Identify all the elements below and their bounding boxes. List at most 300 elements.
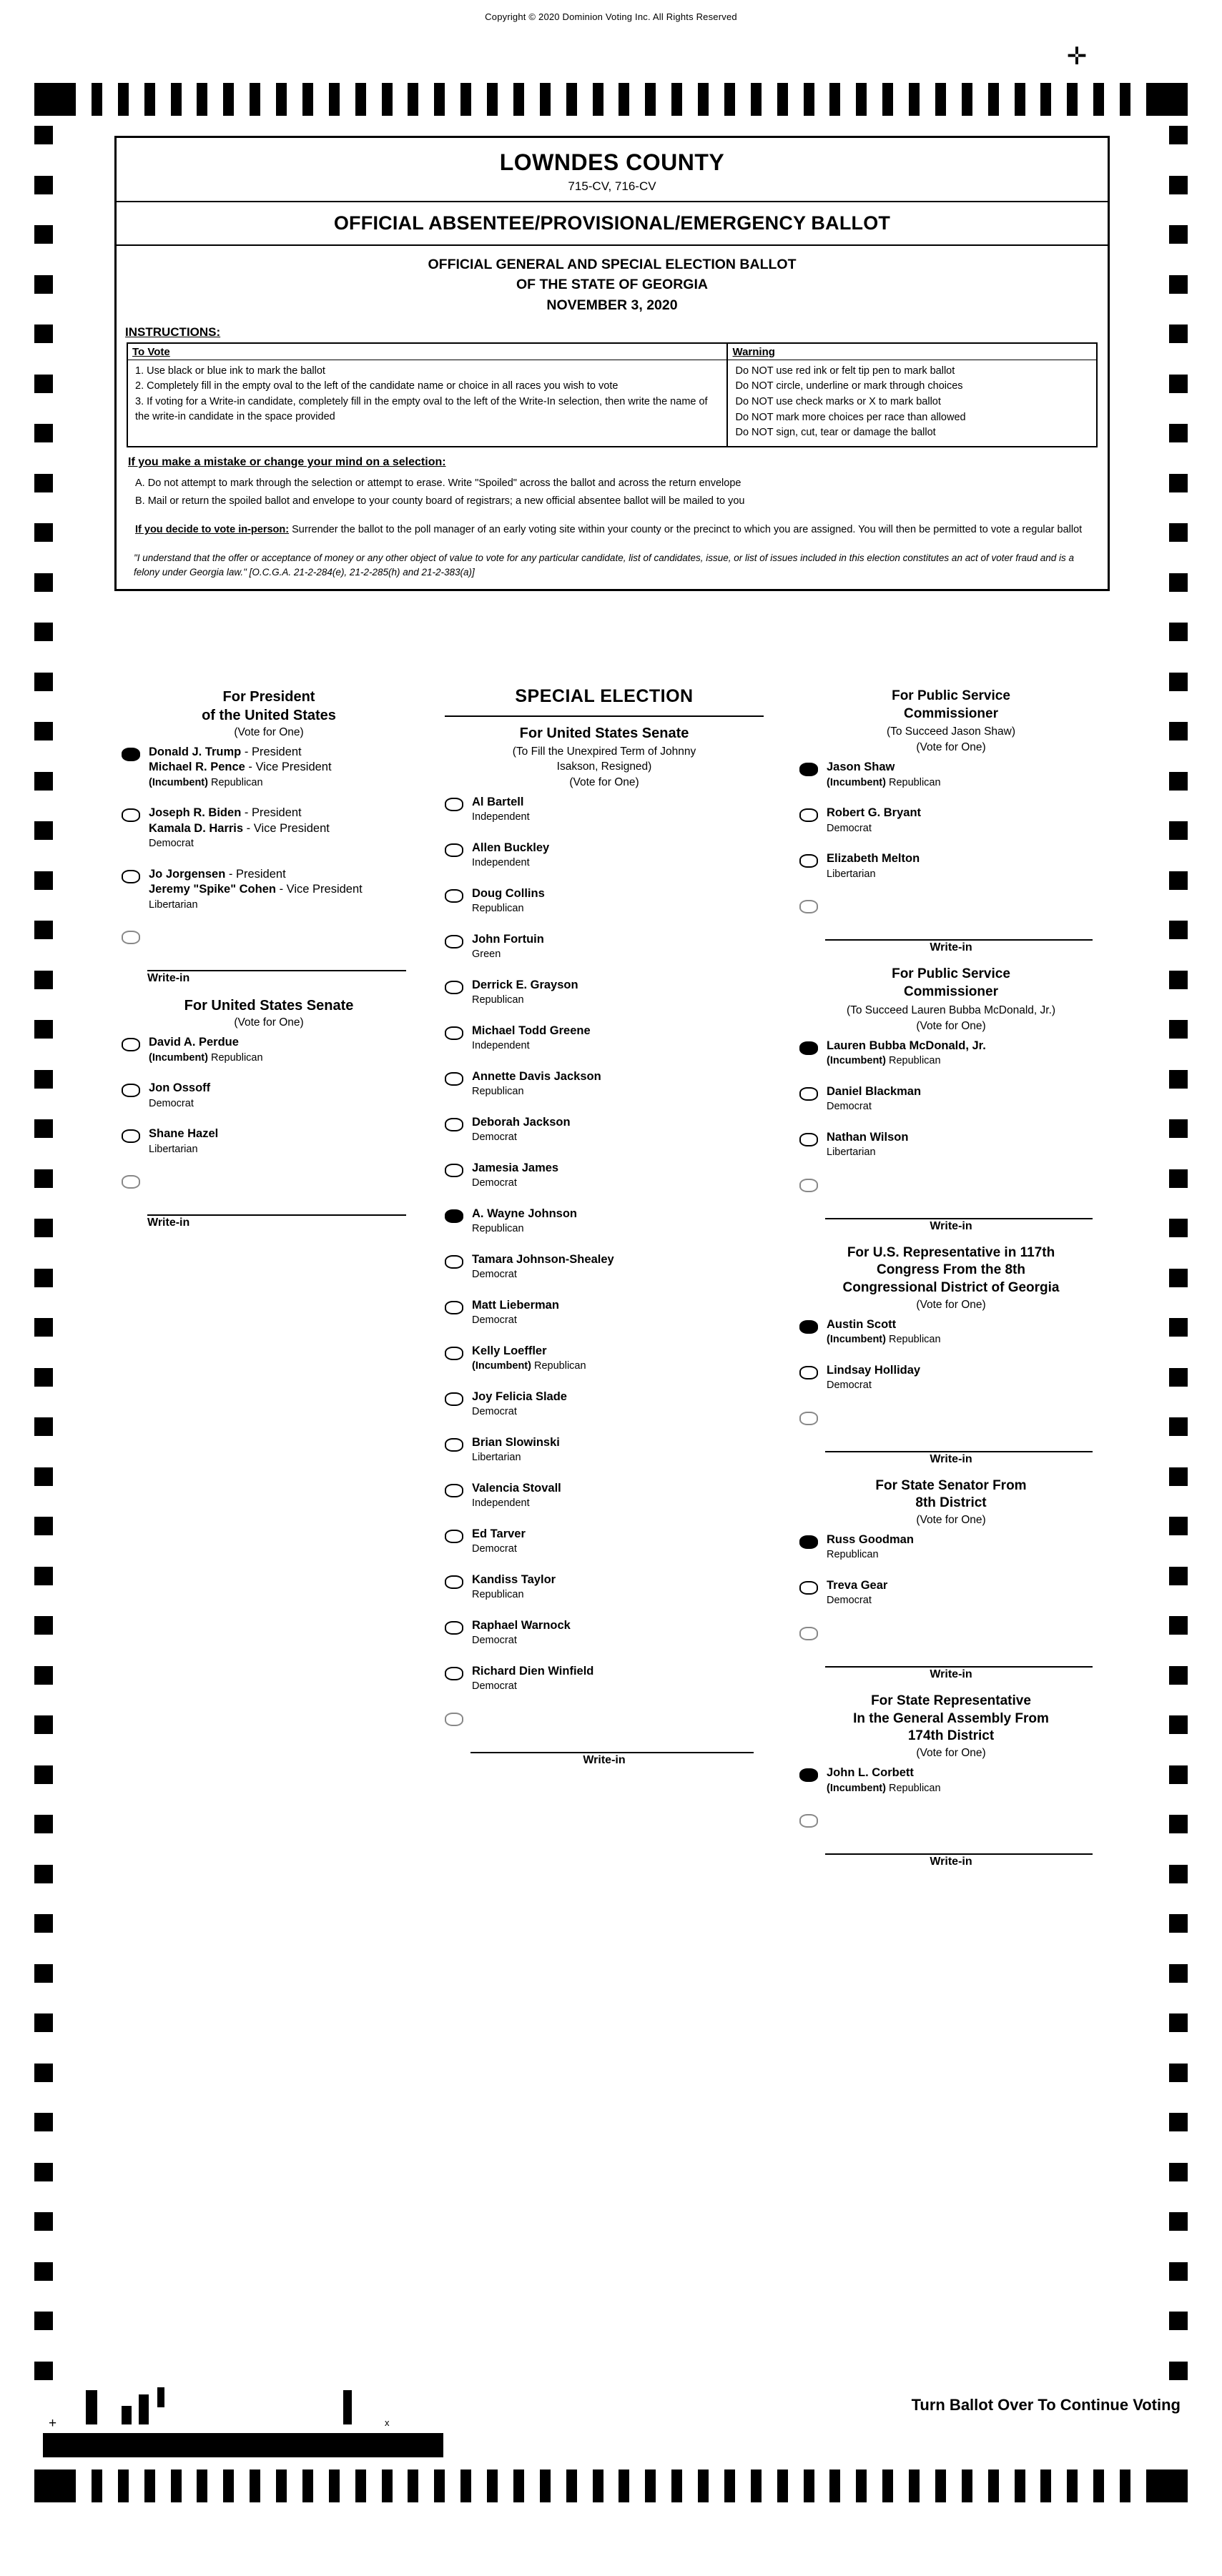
timing-square (34, 1815, 53, 1833)
to-vote-box (128, 344, 728, 446)
candidate-option[interactable] (122, 806, 416, 851)
candidate-option[interactable] (445, 1298, 764, 1328)
candidate-option[interactable] (445, 1481, 764, 1511)
timing-tick (935, 83, 946, 116)
candidate-name: Elizabeth Melton (827, 852, 920, 866)
candidate-name: Richard Dien Winfield (472, 1664, 594, 1678)
mistake-item-a: A. Do not attempt to mark through the selection or attempt to erase. Write "Spoiled" across the ballot and across the return envelope (135, 477, 741, 489)
candidate-name: Kandiss Taylor (472, 1572, 556, 1586)
timing-tick (777, 83, 788, 116)
candidate-option[interactable] (122, 1081, 416, 1111)
write-in-line[interactable] (825, 1839, 1093, 1855)
vote-oval[interactable] (799, 1041, 818, 1055)
candidate-name: Brian Slowinski (472, 1435, 560, 1449)
timing-tick (118, 2470, 129, 2502)
timing-square (1169, 474, 1188, 492)
candidate-option[interactable] (445, 1618, 764, 1648)
timing-tick (619, 2470, 629, 2502)
vote-for-instruction: (Vote for One) (234, 1016, 304, 1029)
timing-square (1169, 772, 1188, 791)
contest-subtitle: (To Succeed Lauren Bubba McDonald, Jr.) (846, 1004, 1056, 1016)
candidate-info (827, 1084, 1103, 1114)
timing-square (34, 1914, 53, 1933)
timing-tick (829, 2470, 840, 2502)
candidate-option[interactable] (445, 1572, 764, 1602)
timing-tick (566, 83, 577, 116)
candidate-option[interactable] (445, 1527, 764, 1557)
candidate-name: Shane Hazel (149, 1127, 219, 1141)
timing-square (1169, 325, 1188, 343)
voter-oath-text: "I understand that the offer or acceptance of money or any other object of value to vote for any particular candidate, list of candidates, issue, or list of issues included in this election constitutes an act of voter fraud and is a felony under Georgia law." [O.C.G.A. 21-2-284(e), 21-2-285(h) and 21-2-383(a)] (134, 552, 1075, 578)
candidate-option[interactable] (799, 1765, 1103, 1795)
warning-heading: Warning (728, 344, 1096, 360)
timing-block-end (34, 2470, 76, 2502)
in-person-text: Surrender the ballot to the poll manager of an early voting site within your county or the precinct to which you are assigned. You will then be permitted to vote a regular ballot (292, 524, 1083, 536)
vote-oval[interactable] (445, 1484, 463, 1497)
timing-square (34, 2362, 53, 2380)
timing-tick (751, 2470, 762, 2502)
vote-oval[interactable] (799, 1814, 818, 1828)
election-title (117, 246, 1108, 324)
candidate-option[interactable] (799, 1130, 1103, 1160)
candidate-name: A. Wayne Johnson (472, 1207, 577, 1220)
candidate-party: (Incumbent) Republican (472, 1360, 586, 1372)
candidate-option[interactable] (799, 1363, 1103, 1393)
candidate-info (827, 1578, 1103, 1608)
vote-oval[interactable] (799, 1627, 818, 1640)
timing-tick (513, 83, 524, 116)
timing-tick (197, 83, 207, 116)
timing-tick (593, 2470, 603, 2502)
write-in-line[interactable] (825, 1204, 1093, 1219)
contest-title: For Public Service Commissioner (892, 966, 1010, 999)
contest-title: For United States Senate (519, 725, 689, 741)
vote-oval[interactable] (799, 1087, 818, 1101)
vote-oval[interactable] (445, 1530, 463, 1543)
in-person-instructions (117, 512, 1108, 540)
timing-tick (460, 2470, 471, 2502)
timing-tick (92, 2470, 102, 2502)
timing-tick (777, 2470, 788, 2502)
vote-oval[interactable] (122, 808, 140, 822)
timing-tick (1040, 83, 1051, 116)
timing-square (1169, 2362, 1188, 2380)
vote-oval[interactable] (445, 1164, 463, 1177)
candidate-party: Democrat (472, 1131, 517, 1144)
candidate-party: Independent (472, 1497, 530, 1510)
vote-for-instruction: (Vote for One) (916, 1019, 986, 1032)
write-in-line-group (122, 956, 416, 985)
vote-oval[interactable] (799, 808, 818, 822)
vote-oval[interactable] (122, 748, 140, 761)
candidate-option[interactable] (445, 1344, 764, 1374)
vote-oval[interactable] (122, 1084, 140, 1097)
write-in-line-group (445, 1738, 764, 1767)
timing-square (1169, 1715, 1188, 1734)
timing-tick (355, 83, 366, 116)
timing-tick (829, 83, 840, 116)
candidate-option[interactable] (445, 1161, 764, 1191)
column-one (114, 686, 423, 1878)
candidate-name: Annette Davis Jackson (472, 1069, 601, 1083)
candidate-option[interactable] (122, 1126, 416, 1156)
vote-oval[interactable] (799, 1320, 818, 1334)
timing-tick (408, 83, 418, 116)
timing-square (34, 1169, 53, 1188)
candidate-option[interactable] (445, 1389, 764, 1420)
timing-square (1169, 821, 1188, 840)
running-mate-name: Jeremy "Spike" Cohen - Vice President (149, 883, 363, 896)
timing-tick (434, 2470, 445, 2502)
timing-square (1169, 1517, 1188, 1535)
timing-square (1169, 623, 1188, 641)
candidate-name: Treva Gear (827, 1579, 888, 1592)
candidate-option[interactable] (445, 1024, 764, 1054)
timing-square (34, 126, 53, 144)
timing-square (34, 1765, 53, 1784)
write-in-line[interactable] (825, 1652, 1093, 1668)
timing-square (1169, 2262, 1188, 2281)
timing-square (34, 1567, 53, 1585)
contest-title: For State Representative In the General Assembly From 174th District (853, 1693, 1049, 1744)
vote-oval[interactable] (799, 1133, 818, 1146)
write-in-label: Write-in (930, 1219, 972, 1232)
timing-square (1169, 1815, 1188, 1833)
write-in-option[interactable] (799, 1409, 1103, 1425)
candidate-option[interactable] (122, 867, 416, 912)
timing-square (1169, 1219, 1188, 1237)
write-in-option[interactable] (122, 1172, 416, 1189)
candidate-info (827, 1039, 1103, 1069)
vote-oval[interactable] (799, 1412, 818, 1425)
write-in-option[interactable] (799, 897, 1103, 913)
bottom-timing-marks (43, 2380, 443, 2430)
timing-square (1169, 2212, 1188, 2231)
candidate-party: Democrat (149, 838, 194, 850)
candidate-name: Kelly Loeffler (472, 1344, 547, 1357)
vote-oval[interactable] (799, 1179, 818, 1192)
timing-square (34, 2312, 53, 2330)
write-in-line[interactable] (825, 1437, 1093, 1452)
timing-square (1169, 1070, 1188, 1089)
vote-oval[interactable] (799, 1535, 818, 1549)
ballot-type-title: OFFICIAL ABSENTEE/PROVISIONAL/EMERGENCY BALLOT (333, 212, 891, 234)
candidate-option[interactable] (445, 1069, 764, 1099)
vote-oval[interactable] (122, 931, 140, 944)
candidate-party: Republican (472, 1223, 524, 1235)
alignment-plus-icon: + (49, 2416, 57, 2431)
vote-oval[interactable] (122, 1129, 140, 1143)
vote-oval[interactable] (445, 981, 463, 994)
timing-square (34, 1417, 53, 1436)
timing-square (1169, 573, 1188, 592)
candidate-party: Libertarian (149, 1143, 198, 1155)
write-in-line[interactable] (825, 925, 1093, 941)
contest (799, 964, 1103, 1232)
candidate-party: (Incumbent) Republican (827, 1334, 941, 1346)
timing-tick (223, 83, 234, 116)
vote-oval[interactable] (799, 1581, 818, 1595)
write-in-line[interactable] (470, 1738, 754, 1753)
timing-square (34, 1517, 53, 1535)
candidate-info (149, 1126, 416, 1156)
timing-square (34, 1467, 53, 1486)
vote-oval[interactable] (122, 1038, 140, 1051)
timing-tick (1120, 83, 1130, 116)
write-in-label: Write-in (930, 1452, 972, 1465)
vote-for-instruction: (Vote for One) (569, 776, 639, 788)
timing-tick (329, 2470, 340, 2502)
instructions-boxes (127, 342, 1098, 447)
timing-marks-top (34, 83, 1188, 116)
candidate-info (472, 1298, 764, 1328)
timing-tick (487, 2470, 498, 2502)
vote-oval[interactable] (122, 870, 140, 883)
timing-square (34, 1318, 53, 1337)
running-mate-name: Michael R. Pence - Vice President (149, 761, 332, 774)
candidate-option[interactable] (799, 1578, 1103, 1608)
timing-square (34, 325, 53, 343)
candidate-name: Joseph R. Biden - President (149, 806, 302, 820)
write-in-label: Write-in (147, 1217, 190, 1229)
candidate-info (827, 1532, 1103, 1562)
vote-oval[interactable] (445, 1301, 463, 1314)
timing-square (1169, 1467, 1188, 1486)
candidate-party: Republican (472, 994, 524, 1006)
write-in-line-group (122, 1200, 416, 1229)
vote-oval[interactable] (445, 1575, 463, 1589)
timing-square (1169, 1417, 1188, 1436)
candidate-info (472, 1527, 764, 1557)
vote-oval[interactable] (445, 889, 463, 903)
vote-oval[interactable] (445, 1438, 463, 1452)
timing-tick (1067, 83, 1078, 116)
candidate-party: (Incumbent) Republican (149, 1051, 263, 1064)
candidate-option[interactable] (445, 932, 764, 962)
candidate-party: (Incumbent) Republican (827, 776, 941, 788)
write-in-option[interactable] (445, 1710, 764, 1726)
candidate-option[interactable] (445, 886, 764, 916)
candidate-name: Raphael Warnock (472, 1618, 571, 1632)
timing-tick (144, 2470, 155, 2502)
candidate-option[interactable] (122, 1035, 416, 1065)
vote-oval[interactable] (445, 843, 463, 857)
candidate-option[interactable] (445, 978, 764, 1008)
vote-oval[interactable] (799, 1366, 818, 1379)
timing-tick (487, 83, 498, 116)
candidate-option[interactable] (799, 1084, 1103, 1114)
timing-square (34, 673, 53, 691)
candidate-party: Democrat (472, 1177, 517, 1189)
candidate-name: David A. Perdue (149, 1036, 239, 1049)
vote-oval[interactable] (445, 798, 463, 811)
write-in-option[interactable] (799, 1811, 1103, 1828)
vote-oval[interactable] (445, 1118, 463, 1131)
timing-tick (962, 83, 972, 116)
candidate-info (472, 841, 764, 871)
timing-square (34, 523, 53, 542)
candidate-info (149, 806, 416, 851)
candidate-option[interactable] (799, 1317, 1103, 1347)
vote-oval[interactable] (445, 1347, 463, 1360)
election-date: NOVEMBER 3, 2020 (546, 297, 678, 313)
timing-square (1169, 126, 1188, 144)
candidate-party: Democrat (827, 1379, 872, 1392)
timing-block-end (1146, 2470, 1188, 2502)
timing-square (1169, 424, 1188, 442)
candidate-name: John Fortuin (472, 932, 544, 946)
timing-tick (1120, 2470, 1130, 2502)
write-in-label: Write-in (930, 1856, 972, 1868)
candidate-option[interactable] (122, 745, 416, 790)
timing-tick (355, 2470, 366, 2502)
candidate-info (149, 867, 416, 912)
candidate-info (472, 1664, 764, 1694)
candidate-name: Joy Felicia Slade (472, 1389, 567, 1403)
candidate-name: Daniel Blackman (827, 1084, 922, 1098)
vote-oval[interactable] (799, 900, 818, 913)
timing-tick (909, 2470, 920, 2502)
warning-item: Do NOT use check marks or X to mark ballot (735, 395, 941, 407)
vote-oval[interactable] (445, 935, 463, 948)
to-vote-item: 2. Completely fill in the empty oval to the left of the candidate name or choice in all races you wish to vote (135, 380, 619, 392)
write-in-line[interactable] (147, 956, 406, 971)
candidate-party: Libertarian (827, 1146, 876, 1159)
vote-oval[interactable] (445, 1026, 463, 1040)
candidate-party: Independent (472, 1040, 530, 1052)
contest-title: For State Senator From 8th District (875, 1477, 1027, 1511)
contest (799, 1691, 1103, 1868)
timing-square (34, 2013, 53, 2032)
in-person-heading: If you decide to vote in-person: (135, 524, 290, 536)
timing-square (34, 375, 53, 393)
timing-tick (619, 83, 629, 116)
timing-tick (118, 83, 129, 116)
timing-square (34, 2212, 53, 2231)
timing-tick (804, 2470, 814, 2502)
alignment-x-icon: x (385, 2417, 390, 2428)
timing-square (1169, 375, 1188, 393)
divider (445, 715, 764, 717)
timing-tick (276, 2470, 287, 2502)
timing-square (34, 971, 53, 989)
candidate-party: Republican (472, 1086, 524, 1098)
candidate-name: Al Bartell (472, 795, 524, 808)
candidate-info (472, 1572, 764, 1602)
timing-square (1169, 176, 1188, 194)
vote-oval[interactable] (445, 1392, 463, 1406)
to-vote-items (128, 360, 726, 430)
candidate-option[interactable] (799, 806, 1103, 836)
candidate-name: Matt Lieberman (472, 1298, 559, 1312)
candidate-name: Nathan Wilson (827, 1130, 909, 1144)
write-in-line[interactable] (147, 1200, 406, 1216)
vote-oval[interactable] (799, 1768, 818, 1782)
candidate-info (472, 1161, 764, 1191)
vote-oval[interactable] (445, 1713, 463, 1726)
timing-tick (882, 2470, 893, 2502)
timing-tick (935, 2470, 946, 2502)
vote-oval[interactable] (445, 1255, 463, 1269)
timing-square (34, 1119, 53, 1138)
timing-square (34, 573, 53, 592)
vote-oval[interactable] (445, 1667, 463, 1680)
timing-tick (856, 2470, 867, 2502)
timing-marks-bottom (34, 2470, 1188, 2502)
write-in-label: Write-in (930, 941, 972, 954)
vote-oval[interactable] (799, 854, 818, 868)
instructions-label: INSTRUCTIONS: (125, 325, 221, 339)
vote-oval[interactable] (445, 1209, 463, 1223)
candidate-name: Derrick E. Grayson (472, 978, 578, 991)
timing-square (34, 623, 53, 641)
copyright-notice: Copyright © 2020 Dominion Voting Inc. All Rights Reserved (485, 11, 737, 22)
vote-for-instruction: (Vote for One) (916, 1747, 986, 1760)
timing-tick (197, 2470, 207, 2502)
timing-tick (751, 83, 762, 116)
warning-items (728, 360, 1096, 446)
timing-tick (1040, 2470, 1051, 2502)
candidate-option[interactable] (445, 1435, 764, 1465)
timing-tick (804, 83, 814, 116)
candidate-party: Libertarian (827, 868, 876, 880)
timing-square (1169, 1914, 1188, 1933)
timing-tick (434, 83, 445, 116)
candidate-option[interactable] (445, 1252, 764, 1282)
candidate-name: Austin Scott (827, 1317, 897, 1331)
candidate-party: Democrat (472, 1314, 517, 1327)
timing-square (34, 2064, 53, 2082)
timing-square (34, 176, 53, 194)
candidate-name: Robert G. Bryant (827, 806, 922, 820)
vote-oval[interactable] (799, 763, 818, 776)
candidate-option[interactable] (445, 1207, 764, 1237)
candidate-option[interactable] (445, 841, 764, 871)
candidate-option[interactable] (799, 1039, 1103, 1069)
candidate-option[interactable] (445, 795, 764, 825)
timing-square (34, 1865, 53, 1883)
write-in-option[interactable] (799, 1176, 1103, 1192)
timing-tick (460, 83, 471, 116)
candidate-option[interactable] (799, 1532, 1103, 1562)
candidate-name: Lauren Bubba McDonald, Jr. (827, 1039, 986, 1052)
candidate-name: Jamesia James (472, 1161, 559, 1174)
vote-oval[interactable] (445, 1072, 463, 1086)
candidate-option[interactable] (445, 1664, 764, 1694)
vote-oval[interactable] (445, 1621, 463, 1635)
candidate-party: Independent (472, 811, 530, 823)
timing-square (1169, 871, 1188, 890)
timing-square (34, 722, 53, 740)
candidate-option[interactable] (445, 1115, 764, 1145)
candidate-info (149, 1035, 416, 1065)
candidate-option[interactable] (799, 760, 1103, 790)
timing-square (1169, 1368, 1188, 1387)
candidate-info (827, 1363, 1103, 1393)
candidate-option[interactable] (799, 851, 1103, 881)
timing-square (1169, 2064, 1188, 2082)
timing-square (1169, 673, 1188, 691)
timing-square (34, 1715, 53, 1734)
write-in-option[interactable] (122, 928, 416, 944)
timing-tick (223, 2470, 234, 2502)
timing-tick (671, 83, 682, 116)
timing-square (34, 1070, 53, 1089)
vote-oval[interactable] (122, 1175, 140, 1189)
write-in-option[interactable] (799, 1624, 1103, 1640)
timing-tick (988, 83, 999, 116)
timing-tick (698, 83, 709, 116)
